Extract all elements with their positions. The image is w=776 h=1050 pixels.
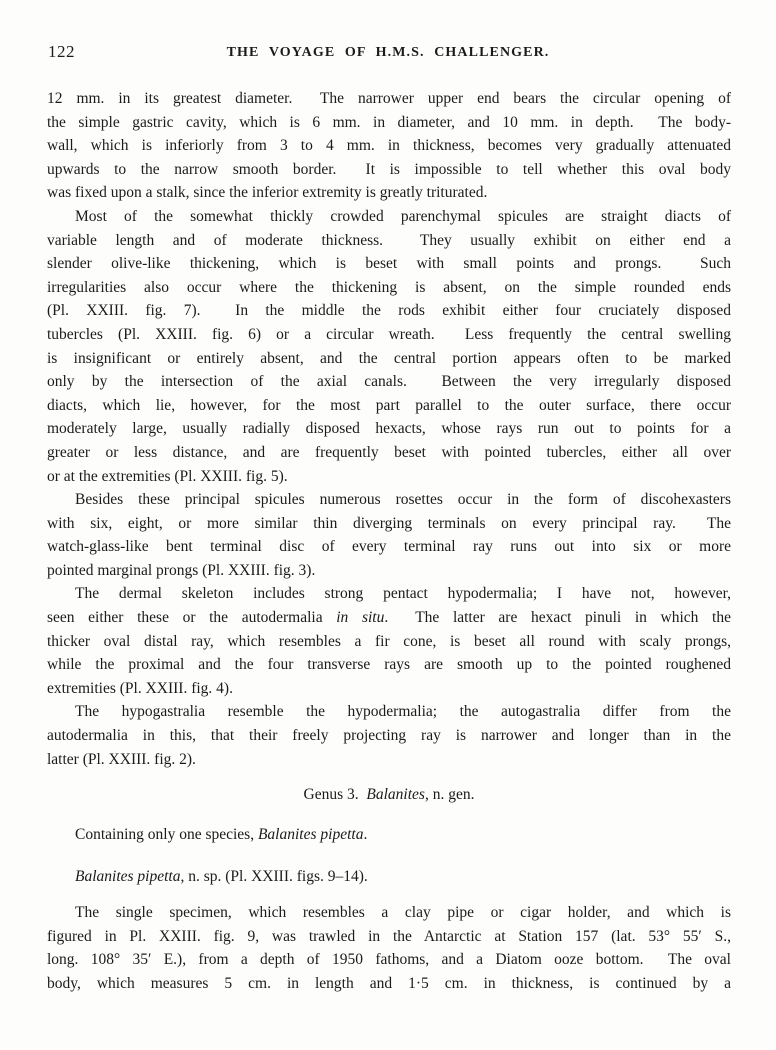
text-line: latter (Pl. XXIII. fig. 2). xyxy=(47,750,196,768)
text-line: variable length and of moderate thickness. They usually exhibit on either end a xyxy=(47,231,731,249)
text-line: only by the intersection of the axial canals. Between the very irregularly disposed xyxy=(47,373,731,391)
text-line: greater or less distance, and are frequently beset with pointed tubercles, either all over xyxy=(47,443,731,461)
text-line: upwards to the narrow smooth border. It is impossible to tell whether this oval body xyxy=(47,160,731,178)
paragraph-containing-species xyxy=(47,823,731,847)
text-line: was fixed upon a stalk, since the inferior extremity is greatly triturated. xyxy=(47,184,488,202)
text-line: or at the extremities (Pl. XXIII. fig. 5). xyxy=(47,467,288,485)
text-line: thicker oval distal ray, which resembles a fir cone, is beset all round with scaly prongs, xyxy=(47,632,731,650)
text-line: pointed marginal prongs (Pl. XXIII. fig. 3). xyxy=(47,561,316,579)
text-line: The single specimen, which resembles a clay pipe or cigar holder, and which is xyxy=(75,904,731,921)
text-line: slender olive-like thickening, which is beset with small points and prongs. Such xyxy=(47,255,731,273)
running-title: THE VOYAGE OF H.M.S. CHALLENGER. xyxy=(226,45,550,60)
paragraph-rosettes xyxy=(47,488,731,582)
text-line: the simple gastric cavity, which is 6 mm. in diameter, and 10 mm. in depth. The body- xyxy=(47,113,731,131)
text-line: irregularities also occur where the thickening is absent, on the simple rounded ends xyxy=(47,278,731,296)
paragraph-parenchymal-spicules xyxy=(47,205,731,488)
genus-heading xyxy=(47,783,731,807)
text-line: moderately large, usually radially disposed hexacts, whose rays run out to points for a xyxy=(47,420,731,438)
text-line: wall, which is inferiorly from 3 to 4 mm. in thickness, becomes very gradually attenuated xyxy=(47,137,731,155)
text-line: Most of the somewhat thickly crowded parenchymal spicules are straight diacts of xyxy=(75,207,731,225)
text-line: watch-glass-like bent terminal disc of every terminal ray runs out into six or more xyxy=(47,538,731,556)
text-column xyxy=(47,87,731,995)
text-line: figured in Pl. XXIII. fig. 9, was trawled in the Antarctic at Station 157 (lat. 53° 55′ S., xyxy=(47,927,731,945)
text-line: Containing only one species, Balanites pipetta. xyxy=(75,825,368,843)
paragraph-single-specimen xyxy=(47,901,731,995)
text-line: The hypogastralia resemble the hypodermalia; the autogastralia differ from the xyxy=(75,703,731,721)
text-line: autodermalia in this, that their freely projecting ray is narrower and longer than in the xyxy=(47,727,731,745)
paragraph-dermal-skeleton xyxy=(47,582,731,700)
text-line: Genus 3. Balanites, n. gen. xyxy=(303,786,475,804)
text-line: tubercles (Pl. XXIII. fig. 6) or a circular wreath. Less frequently the central swelling xyxy=(47,325,731,343)
text-line: while the proximal and the four transverse rays are smooth up to the pointed roughened xyxy=(47,656,731,674)
text-line: with six, eight, or more similar thin diverging terminals on every principal ray. The xyxy=(47,514,731,532)
text-line: (Pl. XXIII. fig. 7). In the middle the rods exhibit either four cruciately disposed xyxy=(47,302,731,320)
text-line: 12 mm. in its greatest diameter. The narrower upper end bears the circular opening of xyxy=(47,90,731,107)
text-line: long. 108° 35′ E.), from a depth of 1950 fathoms, and a Diatom ooze bottom. The oval xyxy=(47,951,731,969)
text-line: extremities (Pl. XXIII. fig. 4). xyxy=(47,679,233,697)
text-line: body, which measures 5 cm. in length and 1·5 cm. in thickness, is continued by a xyxy=(47,974,731,992)
text-line: The dermal skeleton includes strong pentact hypodermalia; I have not, however, xyxy=(75,585,731,603)
paragraph-hypogastralia xyxy=(47,700,731,771)
text-line: Balanites pipetta, n. sp. (Pl. XXIII. figs. 9–14). xyxy=(75,868,368,886)
text-line: Besides these principal spicules numerous rosettes occur in the form of discohexasters xyxy=(75,491,731,509)
text-line: diacts, which lie, however, for the most part parallel to the outer surface, there occur xyxy=(47,396,731,414)
species-heading xyxy=(47,865,731,889)
text-line: seen either these or the autodermalia in situ. The latter are hexact pinuli in which the xyxy=(47,609,731,627)
paragraph-body-continuation xyxy=(47,87,731,205)
page-number: 122 xyxy=(48,42,75,61)
text-line: is insignificant or entirely absent, and the central portion appears often to be marked xyxy=(47,349,731,367)
